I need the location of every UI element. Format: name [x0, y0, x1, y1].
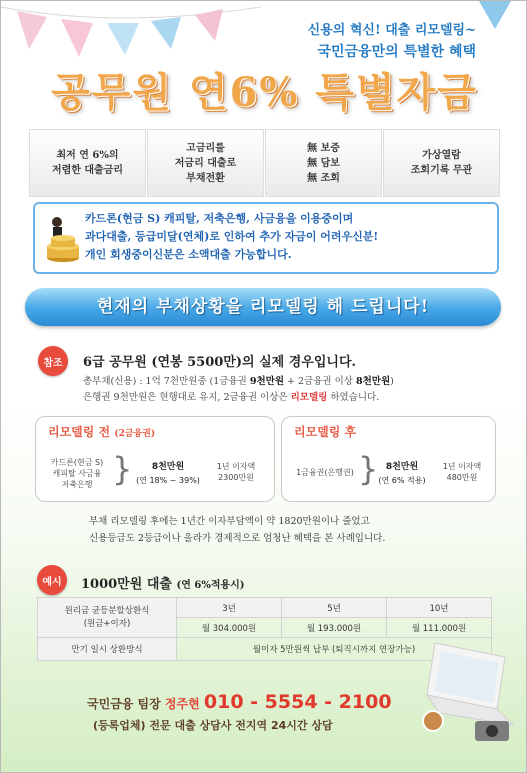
before-interest: 2300만원: [218, 473, 254, 482]
table-cell-monthly: 월 193.000원: [282, 618, 387, 638]
reference-badge: 참조: [38, 346, 68, 376]
before-interest-block: [204, 461, 268, 483]
tagline-1: 신용의 혁신! 대출 리모델링~: [307, 23, 476, 38]
info-line: 카드론(현금 S) 캐피탈, 저축은행, 사금융을 이용중이며: [85, 212, 354, 225]
page-title: 공무원 연6% 특별자금: [51, 69, 478, 116]
info-line: 개인 회생중이신분은 소액대출 가능합니다.: [85, 248, 292, 261]
case-amount: 8천만원: [355, 376, 391, 387]
after-amount: 8천만원: [385, 462, 419, 472]
case-highlight: 리모델링: [290, 392, 328, 403]
case-text: 총부채(신용) : 1억 7천만원중 (1금융권: [83, 376, 250, 387]
bunting-flag: [151, 17, 181, 49]
method-sublabel: (원금+이자): [83, 618, 131, 629]
before-rate: (연 18% ~ 39%): [136, 476, 200, 485]
after-title: 리모델링 후: [294, 425, 357, 439]
bunting-flag: [479, 1, 511, 29]
case-line-1: [83, 373, 394, 387]
table-cell-value: 월이자 5만원씩 납부 (퇴직시까지 연장가능): [177, 638, 492, 661]
feature-line: 가상열람: [422, 150, 461, 161]
after-interest: 480만원: [446, 473, 478, 482]
brace-icon: }: [112, 450, 133, 488]
table-row: [38, 598, 492, 618]
bunting-flag: [107, 23, 139, 55]
lender-label: 카드론(현금 S): [50, 458, 104, 467]
before-remodeling-box: [35, 416, 275, 502]
case-text: + 2금융권 이상: [284, 376, 356, 387]
table-cell-method: [38, 598, 177, 638]
feature-no-guarantee: [265, 129, 383, 197]
feature-line: 無 담보: [307, 157, 340, 169]
before-title-text: 리모델링 전: [48, 425, 111, 439]
method-label: 원리금 균등분할상환식: [64, 605, 150, 616]
feature-row: [29, 129, 501, 197]
table-cell-monthly: 월 304.000원: [177, 618, 282, 638]
feature-low-rate: [29, 129, 147, 197]
feature-line: 고금리를: [186, 142, 225, 154]
before-title: [48, 423, 155, 440]
contact-line-2: (등록업체) 전문 대출 상담사 전지역 24시간 상담: [93, 719, 333, 732]
contact-name: 정주현: [164, 697, 200, 711]
interest-label: 1년 이자액: [216, 462, 256, 471]
feature-line: 저렴한 대출금리: [51, 165, 124, 176]
before-amount-block: [128, 461, 208, 487]
bunting-flag: [195, 9, 223, 41]
info-line: 과다대출, 등급미달(연체)로 인하여 추가 자금이 어려우신분!: [85, 230, 379, 243]
lender-label: 저축은행: [61, 480, 93, 489]
table-cell-method: 만기 일시 상환방식: [38, 638, 177, 661]
tagline-2: 국민금융만의 특별한 혜택: [317, 44, 476, 60]
after-lender: 1금융권(은행권): [296, 468, 354, 477]
table-cell-monthly: 월 111.000원: [387, 618, 492, 638]
feature-inquiry-record: [383, 129, 501, 197]
after-remodeling-box: [281, 416, 496, 502]
target-customer-box: [33, 202, 499, 274]
case-line-2: [83, 389, 379, 403]
table-cell-term: 10년: [387, 598, 492, 618]
bunting-flag: [17, 11, 47, 49]
case-text: ): [390, 376, 394, 387]
feature-line: 조회기록 무관: [410, 165, 473, 176]
feature-line: 저금리 대출로: [174, 157, 237, 169]
laptop-camera-decoration: [413, 637, 525, 747]
case-text: 은행권 9천만원은 현행대로 유지, 2금융권 이상은: [83, 392, 291, 403]
feature-line: 부채전환: [186, 172, 225, 184]
bunting-decoration-right: [471, 1, 527, 61]
coffee-cup-icon: [423, 711, 443, 731]
before-amount: 8천만원: [151, 462, 185, 472]
case-title: 6급 공무원 (연봉 5500만)의 실제 경우입니다.: [83, 355, 357, 370]
feature-debt-conversion: [147, 129, 265, 197]
after-interest-block: [432, 461, 492, 483]
contact-label: 국민금융 팀장: [87, 697, 161, 711]
description-line-2: 신용등급도 2등급이나 올라가 경제적으로 엄청난 혜택을 본 사례입니다.: [89, 533, 386, 544]
loan-title: [81, 573, 245, 592]
remodeling-banner: 현재의 부채상황을 리모델링 해 드립니다!: [25, 288, 501, 326]
contact-phone[interactable]: 010 - 5554 - 2100: [203, 691, 392, 713]
contact-line-1: [87, 691, 392, 713]
description-line-1: 부채 리모델링 후에는 1년간 이자부담액이 약 1820만원이나 줄었고: [89, 516, 370, 527]
case-text: 하였습니다.: [327, 392, 380, 403]
bunting-flag: [61, 19, 93, 57]
after-amount-block: [370, 461, 434, 487]
interest-label: 1년 이자액: [442, 462, 482, 471]
case-amount: 9천만원: [249, 376, 285, 387]
feature-line: 無 보증: [307, 142, 340, 154]
coin-stack-icon: [43, 212, 83, 264]
feature-line: 최저 연 6%의: [56, 150, 119, 161]
before-lenders: [42, 457, 112, 490]
example-badge: 예시: [37, 565, 67, 595]
feature-line: 無 조회: [307, 172, 340, 184]
camera-lens: [486, 725, 498, 737]
after-rate: (연 6% 적용): [378, 476, 426, 485]
before-subtitle: (2금융권): [114, 429, 156, 439]
loan-title-text: 1000만원 대출: [81, 577, 172, 592]
table-cell-term: 5년: [282, 598, 387, 618]
brace-icon: }: [358, 450, 379, 488]
lender-label: 캐피탈 사금융: [52, 469, 102, 478]
loan-subtitle: (연 6%적용시): [176, 580, 245, 591]
table-cell-term: 3년: [177, 598, 282, 618]
